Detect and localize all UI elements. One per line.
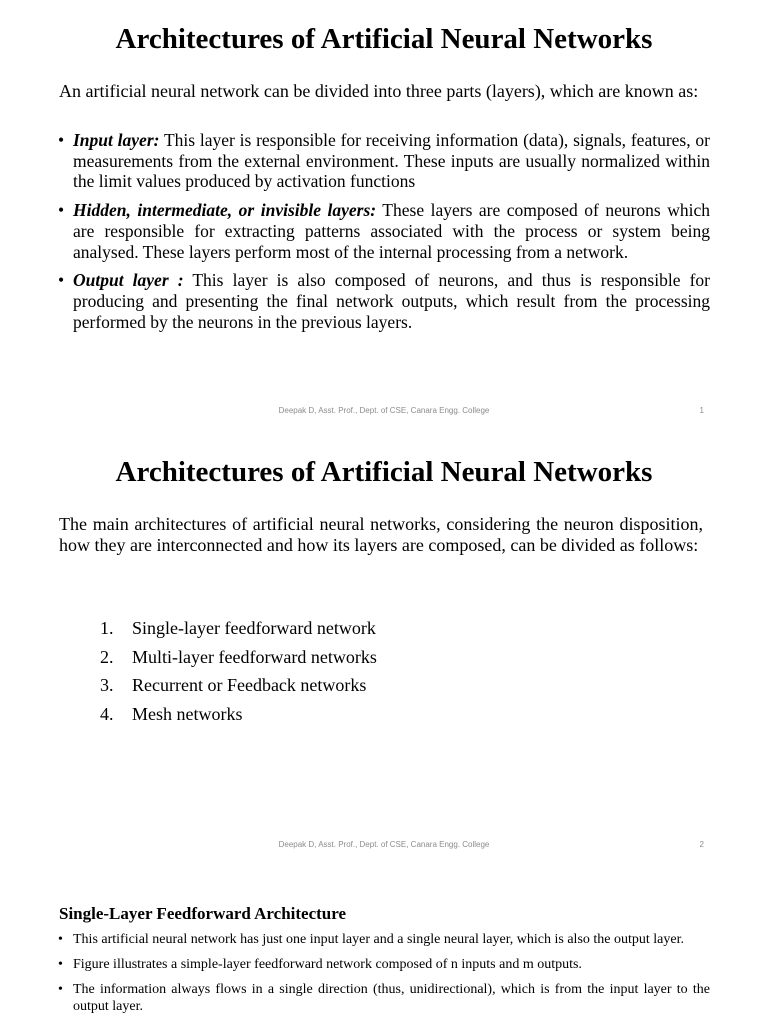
list-item — [58, 130, 710, 192]
layer-bullet-list — [58, 130, 710, 340]
bullet-icon: • — [58, 270, 65, 291]
bullet-text: Figure illustrates a simple-layer feedforward network composed of n inputs and m outputs. — [73, 957, 582, 972]
bullet-icon: • — [58, 932, 63, 947]
list-number: 2. — [100, 646, 114, 667]
list-number: 3. — [100, 675, 114, 696]
list-item — [58, 200, 710, 262]
slide-title: Architectures of Artificial Neural Networks — [115, 456, 653, 488]
list-item — [58, 931, 710, 948]
bullet-text: The information always flows in a single direction (thus, unidirectional), which is from the input layer to the output layer. — [73, 982, 710, 1014]
list-item — [100, 700, 377, 729]
list-item — [100, 614, 377, 643]
list-text: Multi-layer feedforward networks — [132, 646, 377, 667]
page-number: 2 — [699, 840, 704, 849]
slide-footer: Deepak D, Asst. Prof., Dept. of CSE, Canara Engg. College — [278, 406, 490, 415]
list-item — [100, 643, 377, 672]
bullet-text: This layer is also composed of neurons, and thus is responsible for producing and presenting the final network outputs, which result from the processing performed by the neurons in the previous layers. — [73, 270, 710, 332]
intro-paragraph: An artificial neural network can be divided into three parts (layers), which are known as: — [59, 81, 699, 101]
slide-3 — [0, 860, 768, 1024]
list-text: Mesh networks — [132, 704, 243, 725]
list-text: Single-layer feedforward network — [132, 618, 376, 638]
bullet-icon: • — [58, 957, 63, 972]
slide-2 — [0, 430, 768, 858]
list-item — [58, 270, 710, 332]
intro-paragraph: The main architectures of artificial neural networks, considering the neuron disposition, how they are interconnected and how its layers are composed, can be divided as follows: — [59, 514, 703, 555]
bullet-text: This layer is responsible for receiving information (data), signals, features, or measurements from the external environment. These inputs are usually normalized within the limit values produced by activation functions — [73, 130, 710, 192]
bullet-term: Output layer : — [73, 270, 184, 291]
list-item — [58, 956, 710, 973]
bullet-icon: • — [58, 130, 65, 150]
slide-footer: Deepak D, Asst. Prof., Dept. of CSE, Canara Engg. College — [278, 840, 490, 849]
page-number: 1 — [699, 406, 704, 415]
feedforward-bullet-list — [58, 931, 710, 1023]
bullet-text: This artificial neural network has just one input layer and a single neural layer, which is also the output layer. — [73, 932, 684, 947]
section-heading: Single-Layer Feedforward Architecture — [59, 904, 347, 923]
bullet-icon: • — [58, 200, 65, 221]
bullet-text: These layers are composed of neurons which are responsible for extracting patterns associated with the process or system being analysed. These layers perform most of the internal processing from a network. — [73, 200, 711, 262]
list-text: Recurrent or Feedback networks — [132, 675, 367, 696]
bullet-term: Input layer: — [73, 130, 160, 150]
slide-1 — [0, 0, 768, 428]
list-item — [58, 981, 710, 1015]
architecture-list — [100, 614, 377, 729]
list-item — [100, 671, 377, 700]
bullet-term: Hidden, intermediate, or invisible layers: — [73, 200, 377, 221]
bullet-icon: • — [58, 982, 63, 997]
list-number: 4. — [100, 704, 114, 725]
list-number: 1. — [100, 618, 114, 638]
slide-title: Architectures of Artificial Neural Networks — [115, 23, 653, 55]
